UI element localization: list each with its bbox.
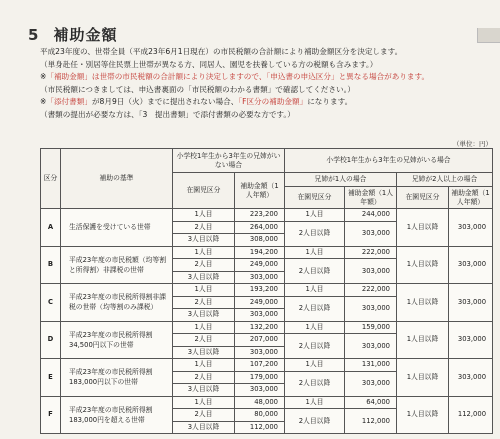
criteria-cell: 平成23年度の市民税所得割34,500円以下の世帯 xyxy=(61,321,173,359)
category-cell: A xyxy=(41,209,61,247)
amount-cell: 249,000 xyxy=(235,296,285,309)
grade-cell: 1人目 xyxy=(285,396,345,409)
grade-cell: 1人目 xyxy=(173,284,235,297)
header-with-sibling: 小学校1年生から3年生の兄姉がいる場合 xyxy=(285,149,493,173)
grade-cell: 2人目以降 xyxy=(285,221,345,246)
amount-cell: 80,000 xyxy=(235,409,285,422)
amount-cell: 107,200 xyxy=(235,359,285,372)
grade-cell: 1人目以降 xyxy=(397,396,449,434)
amount-cell: 303,000 xyxy=(449,246,493,284)
header-grade: 在園児区分 xyxy=(285,187,345,209)
intro-text xyxy=(40,46,492,122)
header-no-sibling: 小学校1年生から3年生の兄姉がいない場合 xyxy=(173,149,285,173)
category-cell: C xyxy=(41,284,61,322)
amount-cell: 264,000 xyxy=(235,221,285,234)
grade-cell: 3人目以降 xyxy=(173,234,235,247)
amount-cell: 112,000 xyxy=(235,421,285,434)
grade-cell: 1人目 xyxy=(285,359,345,372)
grade-cell: 2人目以降 xyxy=(285,259,345,284)
grade-cell: 2人目 xyxy=(173,221,235,234)
table-row xyxy=(41,246,493,259)
note-red-text: 「補助金額」は世帯の市民税額の合計額により決定しますので、「申込書の申込区分」と異なる場合があります。 xyxy=(46,72,430,82)
amount-cell: 303,000 xyxy=(345,221,397,246)
grade-cell: 2人目 xyxy=(173,296,235,309)
amount-cell: 303,000 xyxy=(345,371,397,396)
amount-cell: 112,000 xyxy=(345,409,397,434)
amount-cell: 194,200 xyxy=(235,246,285,259)
intro-line-6: （書類の提出が必要な方は、「3 提出書類」で添付書類の必要な方です。） xyxy=(40,109,295,119)
grade-cell: 1人目 xyxy=(285,209,345,222)
grade-cell: 1人目以降 xyxy=(397,284,449,322)
grade-cell: 2人目 xyxy=(173,334,235,347)
grade-cell: 2人目以降 xyxy=(285,409,345,434)
grade-cell: 3人目以降 xyxy=(173,271,235,284)
section-number: 5 xyxy=(28,26,40,44)
table-row xyxy=(41,321,493,334)
header-one-sibling: 兄姉が1人の場合 xyxy=(285,173,397,187)
grade-cell: 1人目以降 xyxy=(397,246,449,284)
grade-cell: 1人目 xyxy=(173,321,235,334)
table-row xyxy=(41,284,493,297)
subsidy-table xyxy=(40,148,493,434)
grade-cell: 1人目 xyxy=(285,321,345,334)
unit-label: （単位：円） xyxy=(453,140,492,148)
amount-cell: 193,200 xyxy=(235,284,285,297)
criteria-cell: 平成23年度の市民税額（均等割と所得割）非課税の世帯 xyxy=(61,246,173,284)
amount-cell: 303,000 xyxy=(235,384,285,397)
amount-cell: 303,000 xyxy=(235,271,285,284)
amount-cell: 303,000 xyxy=(449,284,493,322)
section-heading xyxy=(28,24,117,45)
header-criteria: 補助の基準 xyxy=(61,149,173,209)
amount-cell: 131,000 xyxy=(345,359,397,372)
amount-cell: 64,000 xyxy=(345,396,397,409)
intro-line-3 xyxy=(40,71,492,84)
section-title: 補助金額 xyxy=(53,26,118,44)
amount-cell: 159,000 xyxy=(345,321,397,334)
amount-cell: 303,000 xyxy=(449,209,493,247)
intro-line-1: 平成23年度の、世帯全員（平成23年6月1日現在）の市民税額の合計額により補助金額区分を決定します。 xyxy=(40,47,403,56)
amount-cell: 132,200 xyxy=(235,321,285,334)
grade-cell: 1人目 xyxy=(173,359,235,372)
amount-cell: 48,000 xyxy=(235,396,285,409)
category-cell: E xyxy=(41,359,61,397)
table-row xyxy=(41,209,493,222)
grade-cell: 1人目 xyxy=(173,209,235,222)
f-category-red: 「F区分の補助金額」 xyxy=(238,97,308,107)
amount-cell: 303,000 xyxy=(449,321,493,359)
grade-cell: 3人目以降 xyxy=(173,346,235,359)
category-cell: F xyxy=(41,396,61,434)
amount-cell: 179,000 xyxy=(235,371,285,384)
header-amount: 補助金額（1人年額） xyxy=(345,187,397,209)
suffix-text: になります。 xyxy=(307,97,353,107)
grade-cell: 1人目以降 xyxy=(397,209,449,247)
amount-cell: 222,000 xyxy=(345,284,397,297)
header-category: 区分 xyxy=(41,149,61,209)
intro-line-2: （単身赴任・別居等住民票上世帯が異なる方、同居人、園児を扶養している方の税額も含みます。） xyxy=(40,59,378,69)
amount-cell: 207,000 xyxy=(235,334,285,347)
amount-cell: 303,000 xyxy=(235,346,285,359)
grade-cell: 3人目以降 xyxy=(173,384,235,397)
grade-cell: 2人目以降 xyxy=(285,371,345,396)
header-amount: 補助金額（1人年額） xyxy=(449,187,493,209)
grade-cell: 1人目 xyxy=(173,246,235,259)
amount-cell: 112,000 xyxy=(449,396,493,434)
amount-cell: 249,000 xyxy=(235,259,285,272)
grade-cell: 2人目 xyxy=(173,371,235,384)
grade-cell: 3人目以降 xyxy=(173,309,235,322)
note-mark: ※ xyxy=(40,72,47,82)
grade-cell: 2人目 xyxy=(173,259,235,272)
deadline-text: が8月9日（火）までに提出されない場合、 xyxy=(91,97,239,107)
criteria-cell: 平成23年度の市民税所得割非課税の世帯（均等割のみ課税） xyxy=(61,284,173,322)
grade-cell: 1人目以降 xyxy=(397,321,449,359)
amount-cell: 223,200 xyxy=(235,209,285,222)
amount-cell: 303,000 xyxy=(345,334,397,359)
grade-cell: 1人目以降 xyxy=(397,359,449,397)
amount-cell: 303,000 xyxy=(449,359,493,397)
grade-cell: 2人目以降 xyxy=(285,334,345,359)
criteria-cell: 生活保護を受けている世帯 xyxy=(61,209,173,247)
grade-cell: 1人目 xyxy=(285,246,345,259)
table-row xyxy=(41,396,493,409)
amount-cell: 244,000 xyxy=(345,209,397,222)
intro-line-4: （市民税額につきましては、申込書裏面の「市民税額のわかる書類」で確認してください。） xyxy=(40,84,355,94)
header-two-siblings: 兄姉が2人以上の場合 xyxy=(397,173,493,187)
attach-docs-red: 「添付書類」 xyxy=(46,97,92,107)
grade-cell: 2人目 xyxy=(173,409,235,422)
criteria-cell: 平成23年度の市民税所得割183,000円以下の世帯 xyxy=(61,359,173,397)
amount-cell: 222,000 xyxy=(345,246,397,259)
grade-cell: 3人目以降 xyxy=(173,421,235,434)
amount-cell: 303,000 xyxy=(345,296,397,321)
header-grade: 在園児区分 xyxy=(173,173,235,209)
header-amount: 補助金額（1人年額） xyxy=(235,173,285,209)
grade-cell: 2人目以降 xyxy=(285,296,345,321)
criteria-cell: 平成23年度の市民税所得割183,000円を超える世帯 xyxy=(61,396,173,434)
amount-cell: 303,000 xyxy=(235,309,285,322)
amount-cell: 303,000 xyxy=(345,259,397,284)
table-row xyxy=(41,359,493,372)
header-grade: 在園児区分 xyxy=(397,187,449,209)
page-corner-tab xyxy=(477,28,500,43)
amount-cell: 308,000 xyxy=(235,234,285,247)
category-cell: D xyxy=(41,321,61,359)
intro-line-5 xyxy=(40,96,492,109)
grade-cell: 1人目 xyxy=(173,396,235,409)
category-cell: B xyxy=(41,246,61,284)
note-mark: ※ xyxy=(40,97,47,107)
grade-cell: 1人目 xyxy=(285,284,345,297)
